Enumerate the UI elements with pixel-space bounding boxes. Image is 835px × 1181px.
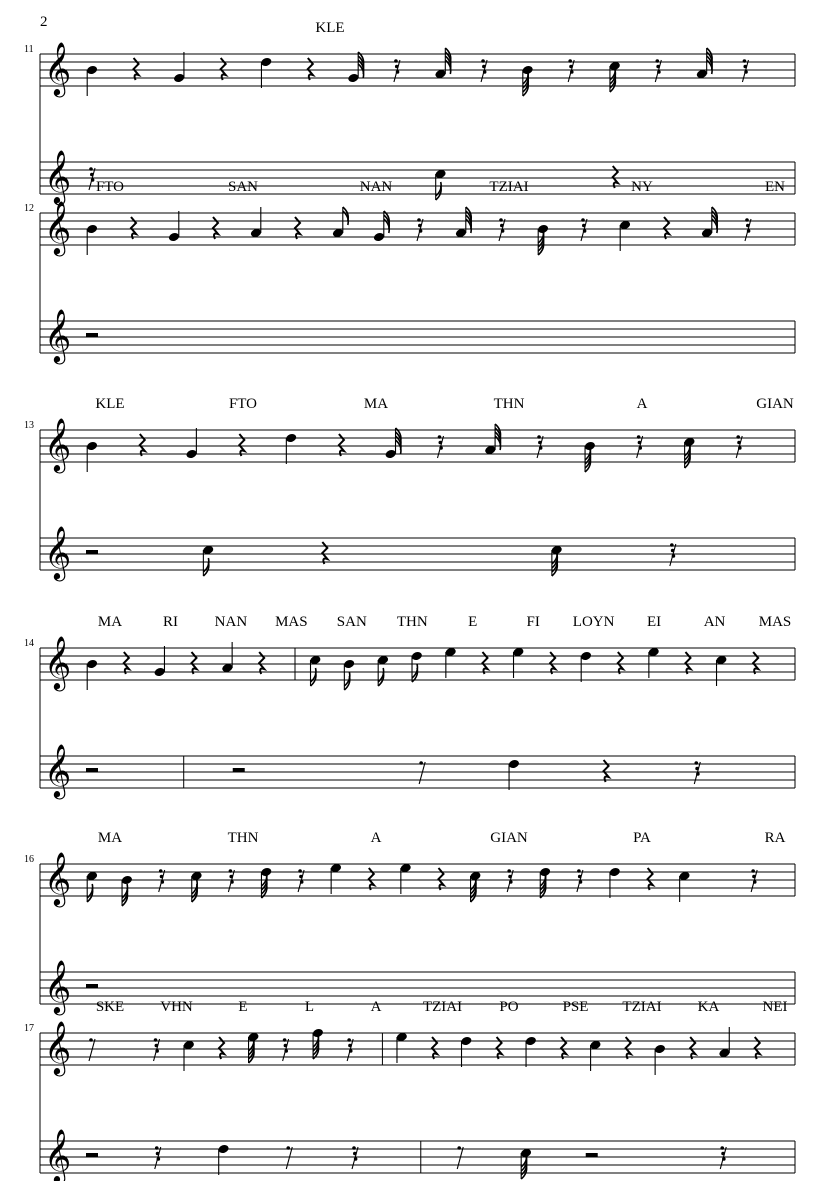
lyric-syllable: RI <box>162 614 178 630</box>
quarter-rest <box>134 58 139 80</box>
rest-flag-dot <box>299 875 303 879</box>
rest-flag-dot <box>90 173 94 177</box>
treble-clef-icon: 𝄞 <box>44 200 72 254</box>
half-rest <box>586 1153 598 1157</box>
rest-flag-dot <box>417 218 421 222</box>
quarter-rest <box>561 1037 566 1059</box>
rest-flag-dot <box>720 1146 724 1150</box>
rest-flag-dot <box>736 435 740 439</box>
rest-flag-dot <box>89 1038 93 1042</box>
rest-flag-dot <box>394 59 398 63</box>
rest-flag-dot <box>638 441 642 445</box>
quarter-rest <box>648 868 653 890</box>
quarter-rest <box>239 434 244 456</box>
rest-stem <box>286 1147 292 1169</box>
rest-flag-dot <box>569 65 573 69</box>
rest-flag-dot <box>501 229 505 233</box>
rest-flag-dot <box>695 767 699 771</box>
rest-flag-dot <box>671 549 675 553</box>
quarter-rest <box>685 652 690 674</box>
rest-flag-dot <box>696 772 700 776</box>
lyric-syllable: MA <box>97 830 123 846</box>
lyric-syllable: SAN <box>227 179 259 195</box>
rest-flag-dot <box>284 1044 288 1048</box>
quarter-rest <box>755 1037 760 1059</box>
rest-flag-dot <box>418 224 422 228</box>
rest-flag-dot <box>737 441 741 445</box>
lyric-syllable: FTO <box>228 396 258 412</box>
rest-flag-dot <box>157 1157 161 1161</box>
rest-flag-dot <box>539 446 543 450</box>
quarter-rest <box>439 868 444 890</box>
lyric-syllable: TZIAI <box>489 179 529 195</box>
rest-flag-dot <box>457 1146 461 1150</box>
lyric-syllable: EN <box>765 179 785 195</box>
rest-flag-dot <box>637 435 641 439</box>
rest-flag-dot <box>483 70 487 74</box>
rest-flag-dot <box>747 229 751 233</box>
lyric-syllable: VHN <box>160 999 193 1015</box>
rest-flag-dot <box>657 70 661 74</box>
rest-flag-dot <box>439 446 443 450</box>
quarter-rest <box>753 652 758 674</box>
rest-flag-dot <box>353 1152 357 1156</box>
lyric-syllable: A <box>370 999 382 1015</box>
quarter-rest <box>550 652 555 674</box>
lyric-syllable: PA <box>633 830 651 846</box>
rest-flag-dot <box>537 435 541 439</box>
half-rest <box>86 1153 98 1157</box>
rest-flag-dot <box>582 224 586 228</box>
rest-flag-dot <box>91 178 95 182</box>
quarter-rest <box>192 652 197 674</box>
quarter-rest <box>604 760 609 782</box>
lyric-syllable: NY <box>631 179 653 195</box>
rest-flag-dot <box>753 880 757 884</box>
rest-stem <box>457 1147 463 1169</box>
half-rest <box>86 768 98 772</box>
rest-flag-dot <box>481 59 485 63</box>
quarter-rest <box>131 217 136 239</box>
treble-clef-icon: 𝄞 <box>44 525 72 579</box>
rest-flag-dot <box>656 65 660 69</box>
rest-flag-dot <box>578 875 582 879</box>
rest-flag-dot <box>581 218 585 222</box>
rest-flag-dot <box>577 869 581 873</box>
lyric-syllable: THN <box>227 830 259 846</box>
rest-flag-dot <box>746 224 750 228</box>
treble-clef-icon: 𝄞 <box>44 308 72 362</box>
lyric-syllable: E <box>468 614 478 630</box>
rest-flag-dot <box>156 1152 160 1156</box>
lyric-syllable: NEI <box>762 999 788 1015</box>
rest-flag-dot <box>507 869 511 873</box>
rest-flag-dot <box>283 1038 287 1042</box>
lyric-syllable: GIAN <box>756 396 794 412</box>
treble-clef-icon: 𝄞 <box>44 959 72 1013</box>
rest-flag-dot <box>419 761 423 765</box>
rest-flag-dot <box>751 869 755 873</box>
rest-flag-dot <box>160 875 164 879</box>
rest-flag-dot <box>583 229 587 233</box>
rest-flag-dot <box>286 1146 290 1150</box>
lyric-syllable: NAN <box>214 614 248 630</box>
rest-flag-dot <box>395 65 399 69</box>
quarter-rest <box>432 1037 437 1059</box>
measure-number: 17 <box>24 1023 34 1034</box>
quarter-rest <box>497 1037 502 1059</box>
rest-flag-dot <box>300 880 304 884</box>
rest-flag-dot <box>155 1049 159 1053</box>
lyric-syllable: FTO <box>95 179 125 195</box>
lyric-syllable: LOYN <box>572 614 615 630</box>
rest-flag-dot <box>349 1049 353 1053</box>
treble-clef-icon: 𝄞 <box>44 635 72 689</box>
lyric-syllable: RA <box>764 830 786 846</box>
lyric-syllable: PO <box>499 999 519 1015</box>
lyric-syllable: SAN <box>336 614 367 630</box>
lyric-syllable: KLE <box>315 20 345 36</box>
quarter-rest <box>613 166 618 188</box>
quarter-rest <box>626 1037 631 1059</box>
rest-flag-dot <box>229 875 233 879</box>
quarter-rest <box>664 217 669 239</box>
quarter-rest <box>482 652 487 674</box>
rest-flag-dot <box>509 880 513 884</box>
rest-flag-dot <box>638 446 642 450</box>
treble-clef-icon: 𝄞 <box>44 1020 72 1074</box>
lyric-syllable: A <box>636 396 648 412</box>
rest-flag-dot <box>347 1038 351 1042</box>
rest-flag-dot <box>721 1152 725 1156</box>
rest-stem <box>89 1039 95 1061</box>
quarter-rest <box>369 868 374 890</box>
lyric-syllable: THN <box>493 396 525 412</box>
lyric-syllable: A <box>370 830 382 846</box>
rest-flag-dot <box>722 1157 726 1161</box>
lyric-syllable: PSE <box>562 999 589 1015</box>
rest-flag-dot <box>352 1146 356 1150</box>
lyric-syllable: GIAN <box>490 830 528 846</box>
half-rest <box>233 768 245 772</box>
rest-flag-dot <box>743 59 747 63</box>
rest-flag-dot <box>155 1044 159 1048</box>
treble-clef-icon: 𝄞 <box>44 743 72 797</box>
treble-clef-icon: 𝄞 <box>44 851 72 905</box>
rest-flag-dot <box>284 1049 288 1053</box>
rest-flag-dot <box>229 869 233 873</box>
treble-clef-icon: 𝄞 <box>44 41 72 95</box>
rest-flag-dot <box>419 229 423 233</box>
measure-number: 13 <box>24 420 34 431</box>
rest-flag-dot <box>670 543 674 547</box>
lyric-syllable: MA <box>363 396 389 412</box>
lyric-syllable: SKE <box>95 999 125 1015</box>
rest-flag-dot <box>500 224 504 228</box>
measure-number: 16 <box>24 854 34 865</box>
half-rest <box>86 550 98 554</box>
quarter-rest <box>690 1037 695 1059</box>
rest-flag-dot <box>348 1044 352 1048</box>
treble-clef-icon: 𝄞 <box>44 1128 72 1181</box>
quarter-rest <box>124 652 129 674</box>
rest-flag-dot <box>672 554 676 558</box>
quarter-rest <box>295 217 300 239</box>
lyric-syllable: KLE <box>95 396 125 412</box>
lyric-syllable: THN <box>396 614 428 630</box>
quarter-rest <box>339 434 344 456</box>
lyric-syllable: MAS <box>758 614 792 630</box>
quarter-rest <box>322 542 327 564</box>
quarter-rest <box>140 434 145 456</box>
lyric-syllable: KA <box>697 999 720 1015</box>
treble-clef-icon: 𝄞 <box>44 149 72 203</box>
rest-flag-dot <box>743 65 747 69</box>
measure-number: 12 <box>24 203 34 214</box>
quarter-rest <box>308 58 313 80</box>
rest-flag-dot <box>752 875 756 879</box>
measure-number: 11 <box>24 44 34 55</box>
treble-clef-icon: 𝄞 <box>44 417 72 471</box>
rest-flag-dot <box>396 70 400 74</box>
measure-number: 14 <box>24 638 34 649</box>
quarter-rest <box>213 217 218 239</box>
rest-flag-dot <box>570 70 574 74</box>
quarter-rest <box>219 1037 224 1059</box>
quarter-rest <box>259 652 264 674</box>
rest-flag-dot <box>159 869 163 873</box>
lyric-syllable: E <box>238 999 248 1015</box>
rest-flag-dot <box>482 65 486 69</box>
lyric-syllable: EI <box>647 614 662 630</box>
lyric-syllable: TZIAI <box>422 999 463 1015</box>
rest-flag-dot <box>161 880 165 884</box>
rest-flag-dot <box>230 880 234 884</box>
lyric-syllable: NAN <box>359 179 393 195</box>
rest-stem <box>419 762 425 784</box>
rest-flag-dot <box>745 218 749 222</box>
rest-flag-dot <box>438 435 442 439</box>
lyric-syllable: MAS <box>275 614 308 630</box>
rest-flag-dot <box>508 875 512 879</box>
rest-flag-dot <box>694 761 698 765</box>
rest-flag-dot <box>154 1038 158 1042</box>
rest-flag-dot <box>656 59 660 63</box>
rest-flag-dot <box>538 441 542 445</box>
rest-flag-dot <box>744 70 748 74</box>
lyric-syllable: TZIAI <box>622 999 662 1015</box>
page-number: 2 <box>40 14 48 30</box>
rest-flag-dot <box>155 1146 159 1150</box>
lyric-syllable: MA <box>97 614 123 630</box>
lyric-syllable: AN <box>703 614 726 630</box>
rest-flag-dot <box>89 167 93 171</box>
half-rest <box>86 333 98 337</box>
half-rest <box>86 984 98 988</box>
rest-flag-dot <box>568 59 572 63</box>
rest-flag-dot <box>354 1157 358 1161</box>
rest-flag-dot <box>298 869 302 873</box>
rest-flag-dot <box>738 446 742 450</box>
rest-flag-dot <box>439 441 443 445</box>
rest-flag-dot <box>579 880 583 884</box>
quarter-rest <box>618 652 623 674</box>
lyric-syllable: L <box>304 999 315 1015</box>
rest-flag-dot <box>499 218 503 222</box>
lyric-syllable: FI <box>526 614 540 630</box>
quarter-rest <box>221 58 226 80</box>
